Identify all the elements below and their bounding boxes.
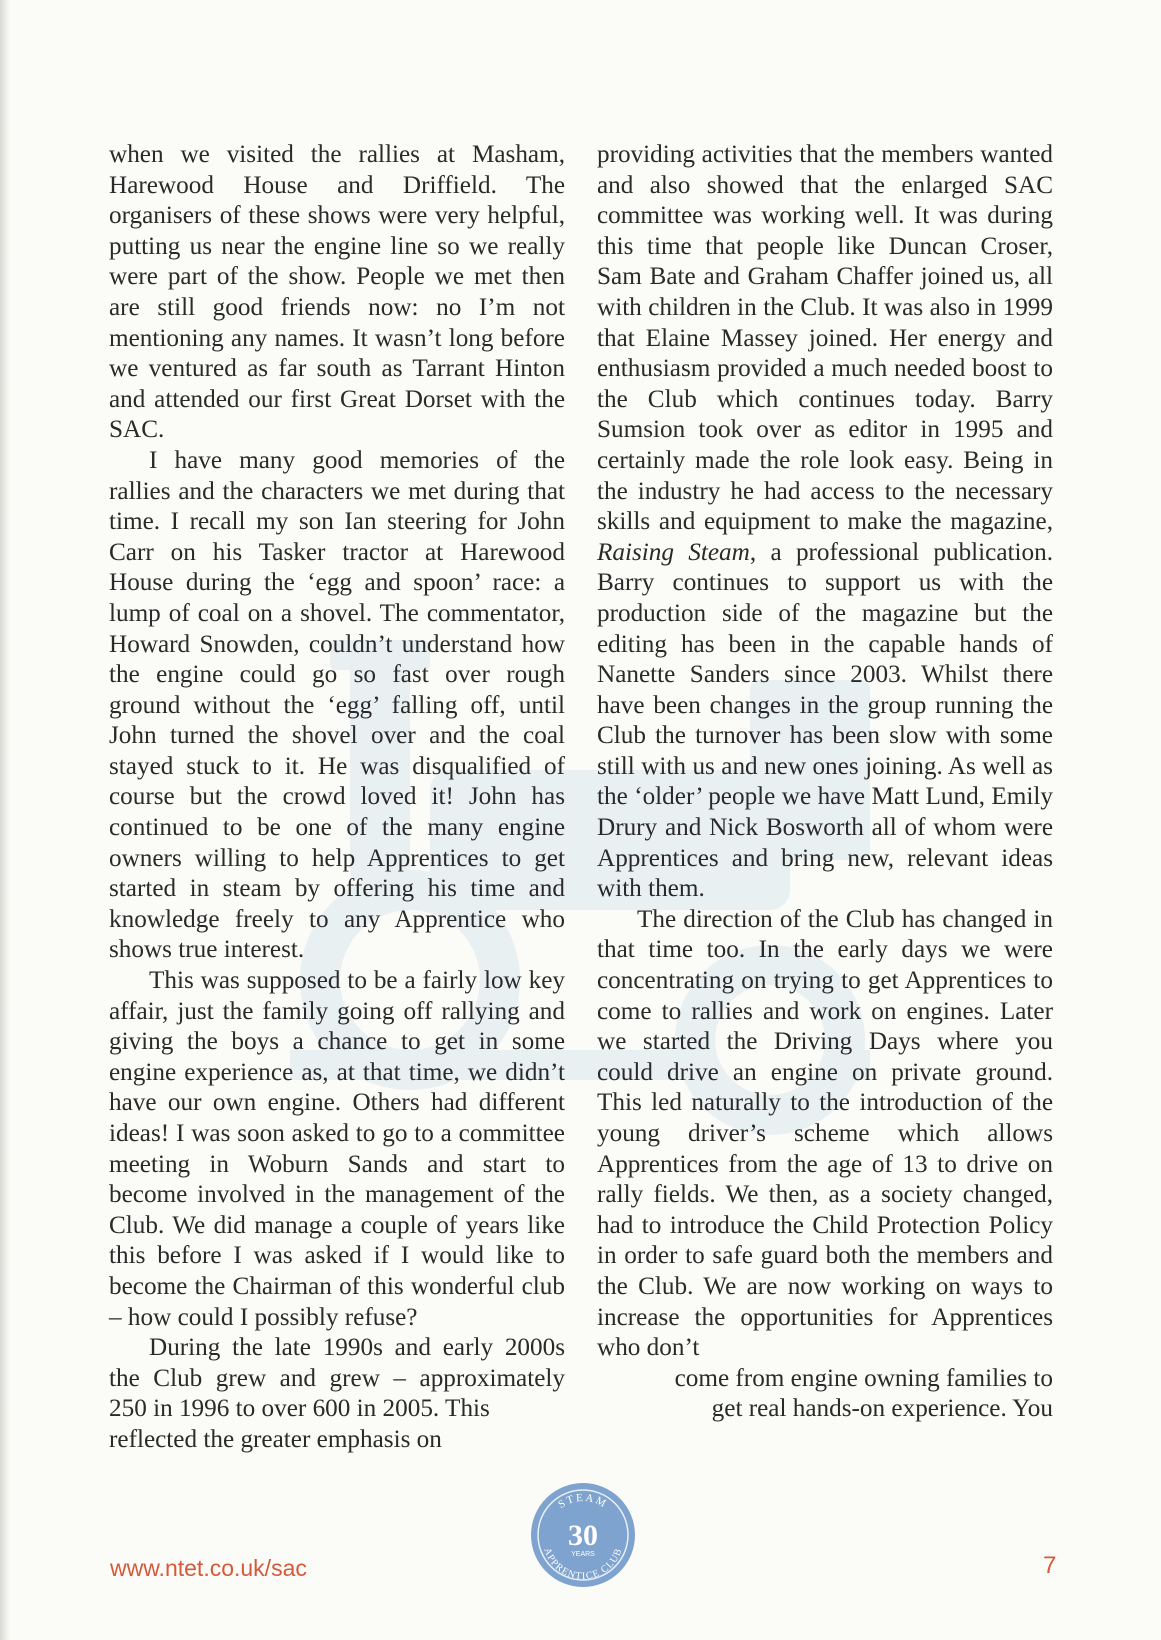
paragraph: when we visited the rallies at Masham, Harewood House and Driffield. The organisers of these shows were very helpful, putting us near the engine line so we really were part of the show. People we met then are still good friends now: no I’m not mentioning any names. It wasn’t long before we ventured as far south as Tarrant Hinton and attended our first Great Dorset with the SAC. (109, 141, 565, 444)
steam-apprentice-club-30-years-badge (529, 1481, 637, 1589)
paragraph (597, 140, 1053, 905)
page-edge (0, 0, 10, 1640)
paragraph-text: providing activities that the members wanted and also showed that the enlarged SAC committee was working well. It was during this time that people like Duncan Croser, Sam Bate and Graham Chaffer joined us, all with children in the Club. It was also in 1999 that Elaine Massey joined. Her energy and enthusiasm provided a much needed boost to the Club which continues today. Barry Sumsion took over as editor in 1995 and certainly made the role look easy. Being in the industry he had access to the necessary skills and equipment to make the magazine, (597, 141, 1053, 536)
paragraph: The direction of the Club has changed in that time too. In the early days we were concentrating on trying to get Apprentices to come to rallies and work on engines. Later we started the Driving Days where you could drive an engine on private ground. This led naturally to the introduction of the young driver’s scheme which allows Apprentices from the age of 13 to drive on rally fields. We then, as a society changed, had to introduce the Child Protection Policy in order to safe guard both the members and the Club. We are now working on ways to increase the opportunities for Apprentices who don’t (597, 905, 1053, 1362)
paragraph: This was supposed to be a fairly low key affair, just the family going off rallying and giving the boys a chance to get in some engine experience as, at that time, we didn’t have our own engine. Others had different ideas! I was soon asked to go to a committee meeting in Woburn Sands and start to become involved in the management of the Club. We did manage a couple of years like this before I was asked if I would like to become the Chairman of this wonderful club – how could I possibly refuse? (109, 967, 565, 1331)
paragraph-last-line: reflected the greater emphasis on (109, 1425, 442, 1453)
paragraph: During the late 1990s and early 2000s the Club grew and grew – approximately 250 in 1996 to over 600 in 2005. This (109, 1334, 565, 1423)
badge-number: 30 (568, 1519, 598, 1552)
magazine-title: Raising Steam (597, 538, 750, 566)
page-number: 7 (1043, 1552, 1057, 1579)
badge-top-text: STEAM (556, 1491, 610, 1511)
paragraph: I have many good memories of the rallies and the characters we met during that time. I recall my son Ian steering for John Carr on his Tasker tractor at Harewood House during the ‘egg and spoon’ race: a lump of coal on a shovel. The commentator, Howard Snowden, couldn’t understand how the engine could go so fast over rough ground without the ‘egg’ falling off, until John turned the shovel over and the coal stayed stuck to it. He was disqualified of course but the crowd loved it! John has continued to be one of the many engine owners willing to help Apprentices to get started in steam by offering his time and knowledge freely to any Apprentice who shows true interest. (109, 446, 565, 964)
badge-sub-text: YEARS (571, 1551, 595, 1558)
paragraph-line: get real hands-on experience. You (711, 1395, 1053, 1423)
badge-bottom-text: APPRENTICE CLUB (541, 1546, 625, 1583)
right-column (597, 140, 1053, 1425)
paragraph-line: come from engine owning families to (674, 1364, 1053, 1392)
left-column (109, 140, 565, 1456)
footer-url: www.ntet.co.uk/sac (110, 1555, 307, 1581)
paragraph-text: , a professional publication. Barry continues to support us with the production side of the magazine but the editing has been in the capable hands of Nanette Sanders since 2003. Whilst there have been changes in the group running the Club the turnover has been slow with some still with us and new ones joining. As well as the ‘older’ people we have Matt Lund, Emily Drury and Nick Bosworth all of whom were Apprentices and bring new, relevant ideas with them. (597, 538, 1053, 903)
